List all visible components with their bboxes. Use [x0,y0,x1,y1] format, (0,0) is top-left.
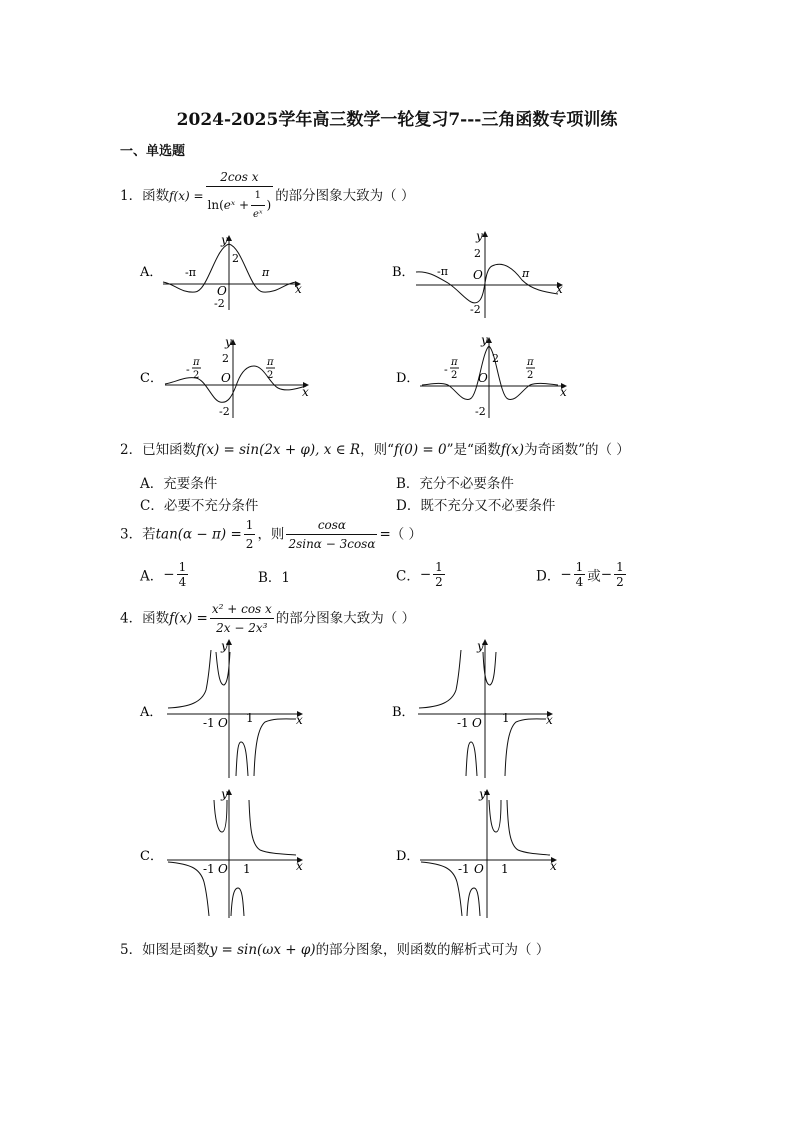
tick-neg1: -1 [457,716,469,730]
frac-den: 2x − 2x³ [216,621,268,635]
q1-option-d[interactable] [396,333,567,418]
tick-neg1: -1 [458,862,470,876]
origin-label: O [472,716,482,730]
q3-option-b[interactable]: B．1 [258,570,291,586]
tick-pos-num: π [527,357,534,368]
frac-num: cosα [286,516,377,535]
minus-sign: − [419,566,432,583]
q2-text: ”是“函数 [446,442,501,458]
tick-neg-den: 2 [193,370,200,381]
option-fraction [614,560,626,589]
q3-prefix: 3．若 [120,526,156,543]
q2-fx: f(x) [500,442,525,458]
y-label: y [221,787,228,801]
frac-den: 4 [178,575,187,589]
q1-close-paren: ) [266,198,272,212]
origin-label: O [478,371,488,385]
option-label: D． [396,849,420,864]
origin-label: O [218,862,228,876]
q4-graphs [0,630,794,930]
option-label: B． [392,705,415,720]
tick-y-neg2: -2 [219,405,230,418]
tick-y-neg2: -2 [470,303,481,316]
minus-sign: − [600,566,613,583]
option-label: A． [140,705,163,720]
option-label: C． [140,849,163,864]
q2-option-a[interactable]: A．充要条件 [140,476,218,492]
origin-label: O [221,371,231,385]
tick-1: 1 [243,862,251,876]
tick-neg-pi: -π [437,265,448,278]
q2-condition: f(0) = 0 [394,442,447,458]
q4-option-d[interactable] [396,787,557,918]
curve-mid-upper [216,652,230,685]
x-label: x [296,859,303,873]
y-label: y [225,335,232,349]
q1-fx: f(x) = [169,189,204,203]
tick-y-2: 2 [492,352,499,365]
option-label: D． [396,371,420,386]
tick-neg-num: π [193,357,200,368]
minus-sign: - [186,363,190,376]
q3-half [244,516,256,553]
x-label: x [302,385,309,399]
option-label: A． [140,568,164,585]
curve-right [254,719,296,776]
y-label: y [479,787,486,801]
frac-den: 2 [435,575,443,589]
q2-option-d[interactable]: D．既不充分又不必要条件 [396,498,556,514]
question-3-stem [120,516,422,553]
curve-right [249,800,296,855]
q3-suffix: =（ ） [379,526,423,543]
tick-1: 1 [502,711,510,725]
frac-num: 1 [616,560,624,574]
q4-option-a[interactable] [139,639,303,778]
curve-mid-lower [236,742,248,776]
minus-sign: − [560,566,572,583]
curve-right [505,719,546,776]
origin-label: O [218,716,228,730]
frac-num: 1 [178,560,187,574]
origin-label: O [217,284,227,298]
q2-suffix: 为奇函数”的（ ） [524,442,630,458]
q2-option-b[interactable]: B．充分不必要条件 [396,476,514,492]
y-label: y [477,639,484,653]
q3-option-a[interactable] [140,560,190,589]
tick-1: 1 [246,711,254,725]
q1-option-c[interactable] [140,335,309,418]
q2-option-c[interactable]: C．必要不充分条件 [140,498,259,514]
q5-suffix: 的部分图象，则函数的解析式可为（ ） [315,942,550,958]
curve-mid-lower [231,888,244,916]
curve-left [421,862,462,916]
curve-left [168,650,211,708]
curve-mid-lower [466,742,477,776]
option-label: D． [536,568,561,585]
frac-den: 2 [245,537,254,551]
curve-right [507,800,550,855]
q2-prefix: 2．已知函数 [120,442,197,458]
x-label: x [296,713,303,727]
curve-mid-lower [467,888,480,916]
tick-pos-num: π [267,357,274,368]
minus-sign: − [163,566,175,583]
q4-suffix: 的部分图象大致为（ ） [275,610,416,627]
tick-neg-pi: -π [185,266,196,279]
tick-y-2: 2 [232,252,239,265]
frac-den: 2sinα − 3cosα [288,537,376,551]
q1-inner-den: eˣ [253,209,263,220]
q1-option-b[interactable] [392,229,563,318]
option-label: C． [396,568,420,585]
curve-left [419,650,461,708]
question-5-stem [120,941,549,959]
y-label: y [221,233,228,247]
option-label: B． [392,265,415,280]
x-label: x [295,282,302,296]
x-label: x [546,713,553,727]
minus-sign: - [444,363,448,376]
option-fraction [177,560,189,589]
option-fraction [433,560,445,589]
y-label: y [481,333,488,347]
frac-den: 4 [575,575,584,589]
tick-y-neg2: -2 [214,297,225,310]
question-2-stem [120,441,630,459]
tick-neg1: -1 [203,716,215,730]
q1-inner-num: 1 [251,187,264,206]
section-heading: 一、单选题 [120,144,186,159]
tick-y-2: 2 [222,352,229,365]
q1-number: 1．函数 [120,188,170,204]
x-label: x [550,859,557,873]
frac-num: 1 [575,560,584,574]
tick-neg-den: 2 [451,370,458,381]
frac-num: 1 [435,560,443,574]
q1-numerator: 2cos x [206,168,274,187]
q4-option-b[interactable] [392,639,553,778]
q1-tail: 的部分图象大致为（ ） [275,188,415,204]
frac-num: 1 [244,516,256,535]
option-label: C． [140,371,163,386]
page-title: 2024-2025学年高三数学一轮复习7---三角函数专项训练 [176,110,618,130]
q5-prefix: 5．如图是函数 [120,942,210,958]
q2-function: f(x) = sin(2x + φ), x ∈ R [196,442,361,458]
tick-pos-den: 2 [527,370,534,381]
y-label: y [476,229,483,243]
origin-label: O [473,268,483,282]
tick-pos-den: 2 [267,370,274,381]
curve-mid-upper [489,800,501,832]
tick-pi: π [262,266,270,279]
tick-pi: π [522,267,530,280]
tick-y-neg2: -2 [475,405,486,418]
q1-graphs [0,0,794,440]
q4-prefix: 4．函数 [120,610,170,627]
frac-num: x² + cos x [210,600,274,619]
q5-function: y = sin(ωx + φ) [209,942,316,958]
x-label: x [556,282,563,296]
curve-mid-upper [214,800,227,832]
curve [422,346,558,399]
option-label: A． [140,265,163,280]
q4-option-c[interactable] [140,787,303,918]
tick-neg1: -1 [203,862,215,876]
option-fraction [574,560,586,589]
q3-tan-expr: tan(α − π) = [155,526,242,543]
tick-y-2: 2 [474,247,481,260]
q3-option-d[interactable] [536,560,628,589]
tick-neg-num: π [451,357,458,368]
tick-1: 1 [501,862,509,876]
q1-option-a[interactable] [139,233,302,310]
q3-fraction [286,516,377,553]
q2-text: ，则“ [360,442,394,458]
q3-option-c[interactable] [396,560,447,589]
frac-den: 2 [616,575,624,589]
q1-ex: eˣ + [223,198,250,212]
x-label: x [560,385,567,399]
or-text: 或 [587,568,601,585]
y-label: y [221,639,228,653]
origin-label: O [474,862,484,876]
q3-text: ，则 [257,526,285,543]
q1-ln: ln( [207,198,224,212]
q4-fx: f(x) = [169,610,208,627]
